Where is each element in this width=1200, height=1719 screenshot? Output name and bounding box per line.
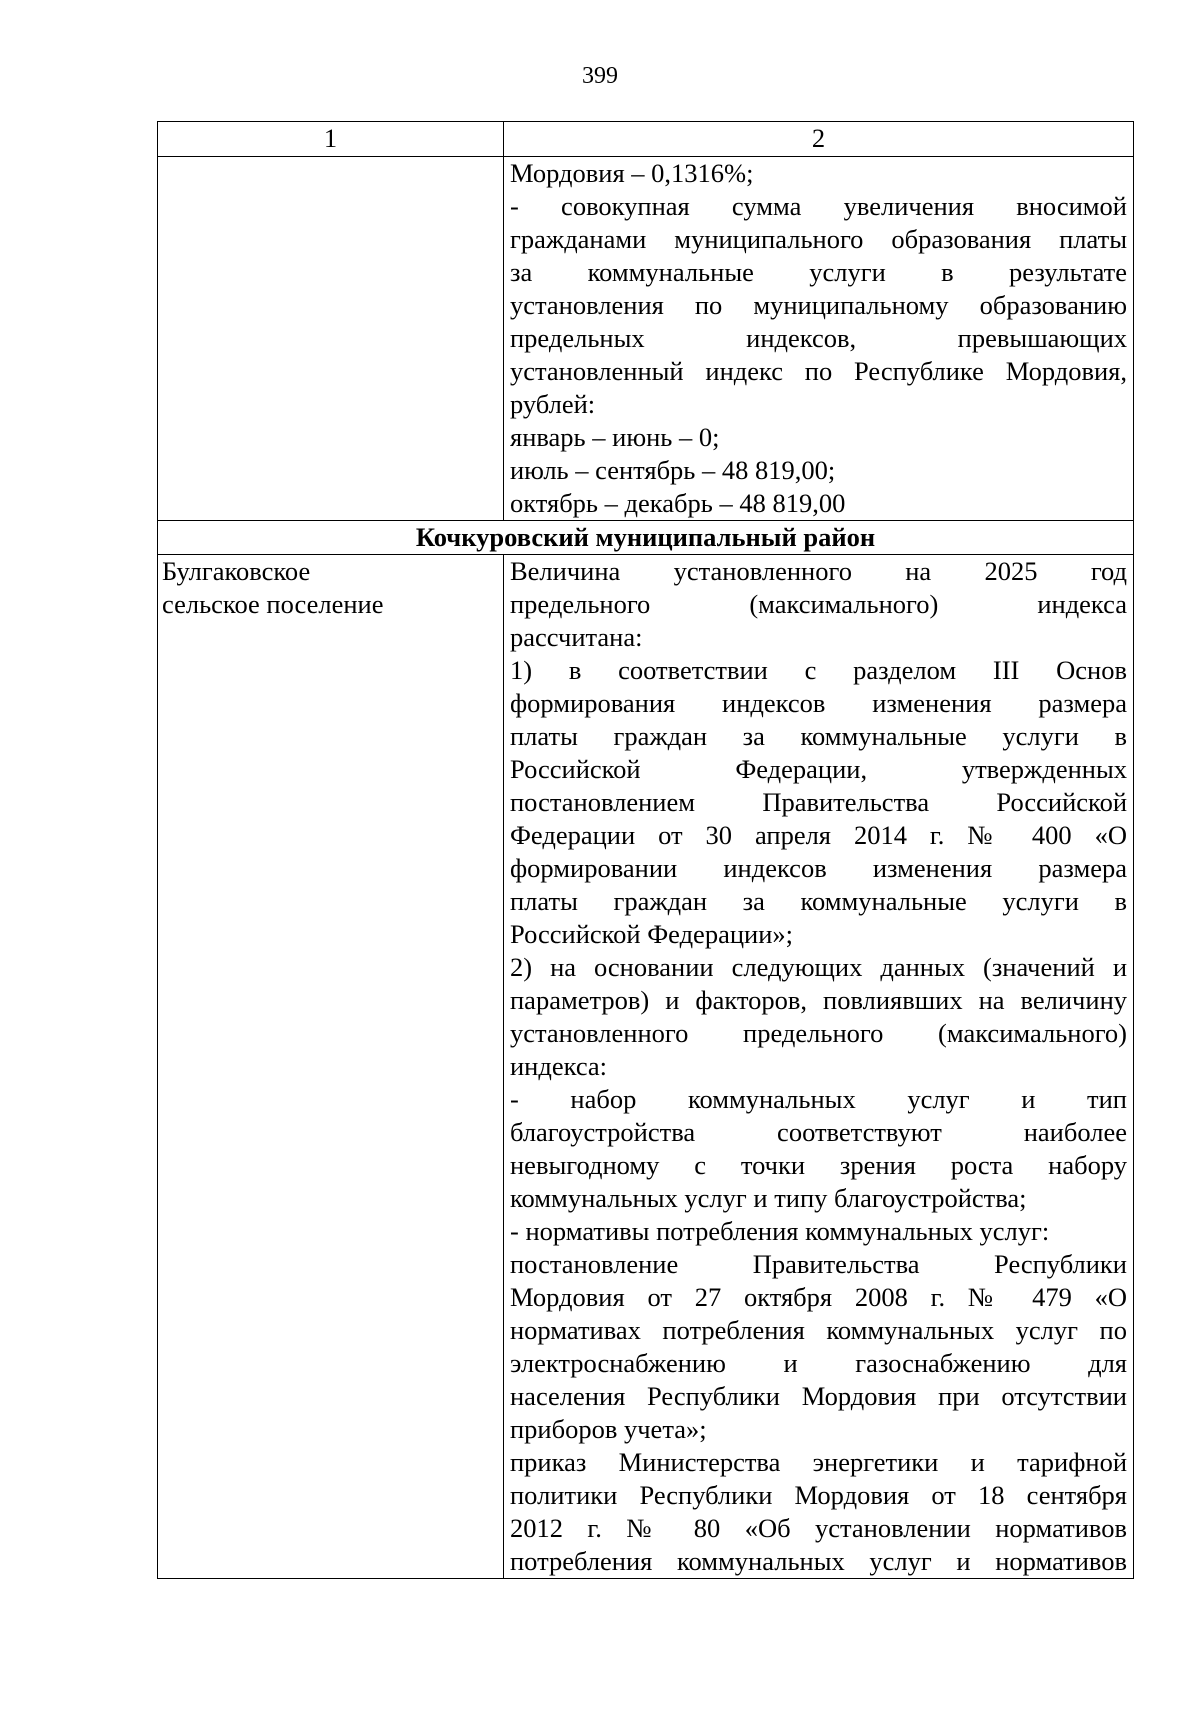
text-line: гражданами муниципального образования платы [510,224,1127,254]
text-line: платы граждан за коммунальные услуги в [510,886,1127,916]
text-line: октябрь – декабрь – 48 819,00 [510,488,846,518]
text-line: формировании индексов изменения размера [510,853,1127,883]
text-line: - набор коммунальных услуг и тип [510,1084,1127,1114]
table-row [158,157,1134,521]
row1-left-cell [158,157,504,521]
text-line: июль – сентябрь – 48 819,00; [510,455,836,485]
text-line: Величина установленного на 2025 год [510,556,1127,586]
text-line: индекса: [510,1051,608,1081]
text-line: рассчитана: [510,622,643,652]
text-line: приказ Министерства энергетики и тарифной [510,1447,1127,1477]
text-line: платы граждан за коммунальные услуги в [510,721,1127,751]
text-line: январь – июнь – 0; [510,422,720,452]
text-line: Российской Федерации, утвержденных [510,754,1127,784]
row2-left-cell [158,555,504,1579]
text-line: Мордовия – 0,1316%; [510,158,754,188]
text-line: Российской Федерации»; [510,919,793,949]
settlement-name-line: сельское поселение [162,589,384,619]
text-line: предельных индексов, превышающих [510,323,1127,353]
text-line: благоустройства соответствуют наиболее [510,1117,1127,1147]
row2-right-cell [504,555,1134,1579]
text-line: установления по муниципальному образованию [510,290,1127,320]
text-line: установленный индекс по Республике Мордовия, [510,356,1127,386]
text-line: потребления коммунальных услуг и нормативов [510,1546,1127,1576]
text-line: постановление Правительства Республики [510,1249,1127,1279]
text-line: Мордовия от 27 октября 2008 г. № 479 «О [510,1282,1127,1312]
text-line: - нормативы потребления коммунальных услуг: [510,1216,1050,1246]
text-line: коммунальных услуг и типу благоустройства; [510,1183,1027,1213]
text-line: - совокупная сумма увеличения вносимой [510,191,1127,221]
text-line: 1) в соответствии с разделом III Основ [510,655,1127,685]
table-header-row [158,122,1134,157]
column-header-1: 1 [158,122,504,157]
column-header-2: 2 [504,122,1134,157]
text-line: Федерации от 30 апреля 2014 г. № 400 «О [510,820,1127,850]
text-line: за коммунальные услуги в результате [510,257,1127,287]
table-row [158,555,1134,1579]
text-line: нормативах потребления коммунальных услуг по [510,1315,1127,1345]
text-line: параметров) и факторов, повлиявших на величину [510,985,1127,1015]
text-line: формирования индексов изменения размера [510,688,1127,718]
row1-right-cell [504,157,1134,521]
text-line: приборов учета»; [510,1414,707,1444]
section-title-row [158,521,1134,555]
document-table [157,121,1134,1579]
text-line: невыгодному с точки зрения роста набору [510,1150,1127,1180]
text-line: 2012 г. № 80 «Об установлении нормативов [510,1513,1127,1543]
text-line: 2) на основании следующих данных (значений и [510,952,1127,982]
text-line: предельного (максимального) индекса [510,589,1127,619]
page-number: 399 [582,63,618,89]
text-line: политики Республики Мордовия от 18 сентября [510,1480,1127,1510]
text-line: населения Республики Мордовия при отсутствии [510,1381,1127,1411]
settlement-name-line: Булгаковское [162,556,311,586]
text-line: установленного предельного (максимального) [510,1018,1127,1048]
section-title: Кочкуровский муниципальный район [158,521,1134,555]
text-line: постановлением Правительства Российской [510,787,1127,817]
text-line: электроснабжению и газоснабжению для [510,1348,1127,1378]
text-line: рублей: [510,389,596,419]
